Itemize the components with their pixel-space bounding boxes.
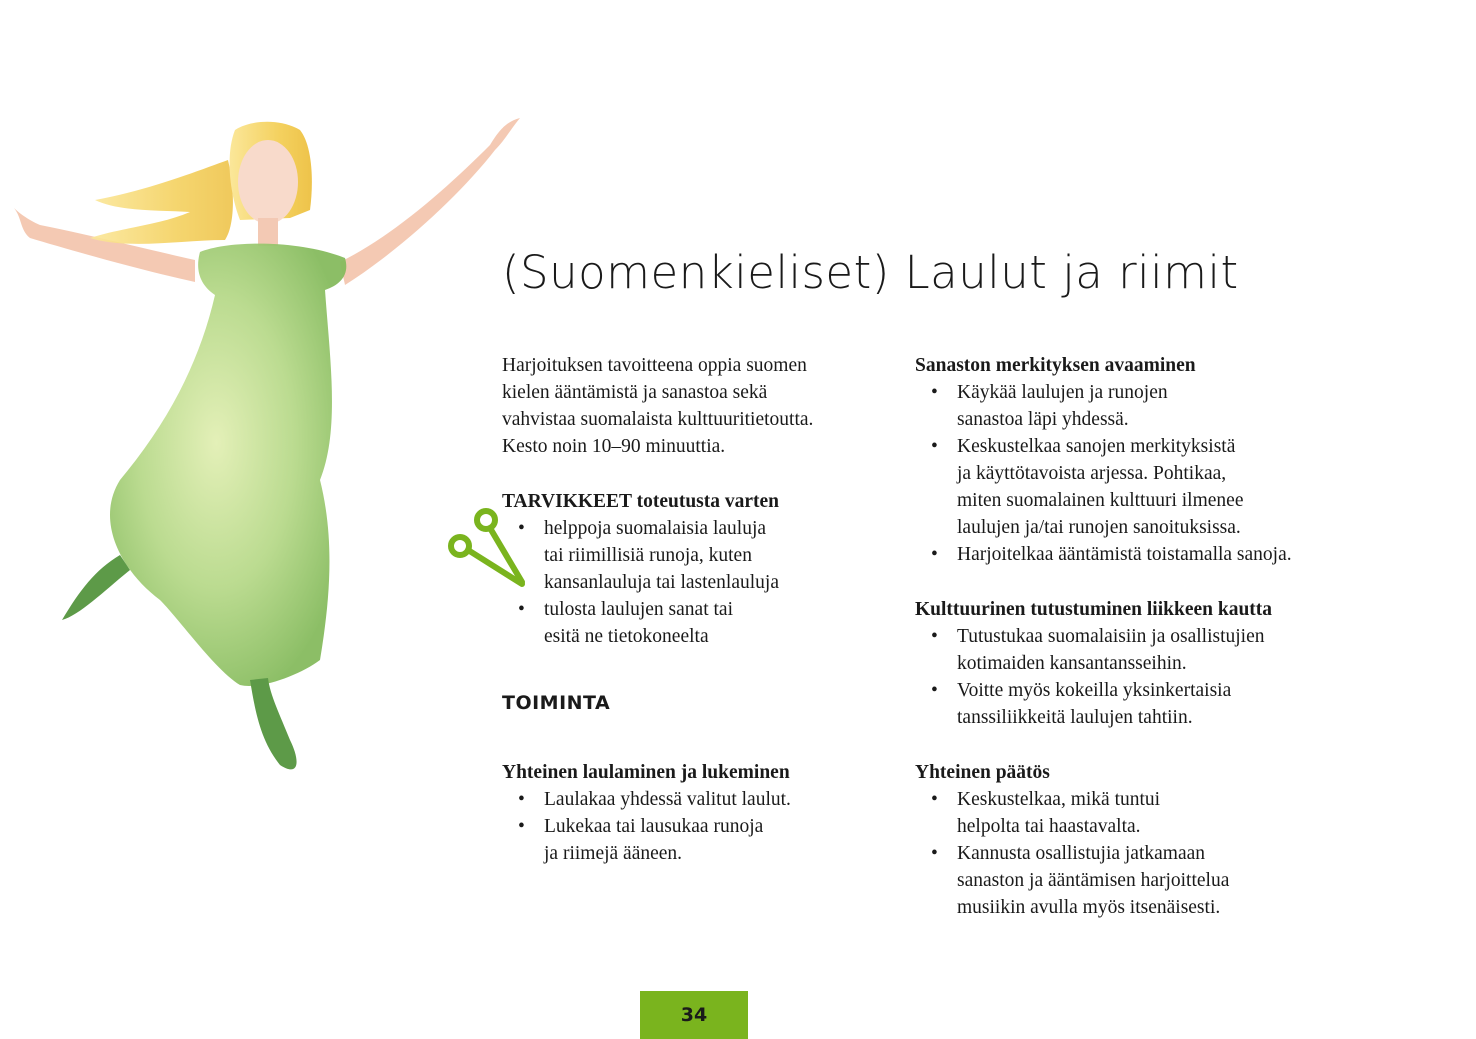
conclusion-heading: Yhteinen päätös <box>915 762 1050 783</box>
movement-list <box>915 623 1272 731</box>
list-item-line: tanssiliikkeitä laulujen tahtiin. <box>957 707 1193 728</box>
list-item-line: sanastoa läpi yhdessä. <box>957 409 1129 430</box>
supplies-heading: TARVIKKEET toteutusta varten <box>502 491 780 512</box>
supplies-section <box>502 488 779 650</box>
list-item-line: miten suomalainen kulttuuri ilmenee <box>957 490 1244 511</box>
intro-line: Kesto noin 10–90 minuuttia. <box>502 436 726 457</box>
movement-heading: Kulttuurinen tutustuminen liikkeen kautta <box>915 599 1273 620</box>
conclusion-section <box>915 759 1229 921</box>
list-item-line: esitä ne tietokoneelta <box>544 626 709 647</box>
page-number-badge <box>640 991 748 1039</box>
activity-label: TOIMINTA <box>502 692 611 714</box>
vocabulary-heading: Sanaston merkityksen avaaminen <box>915 355 1196 376</box>
list-item <box>915 840 1229 921</box>
list-item <box>502 596 779 650</box>
conclusion-list <box>915 786 1229 921</box>
intro-line: vahvistaa suomalaista kulttuuritietoutta. <box>502 409 814 430</box>
list-item <box>915 786 1229 840</box>
list-item <box>915 541 1292 568</box>
list-item-line: tai riimillisiä runoja, kuten <box>544 545 752 566</box>
singing-heading: Yhteinen laulaminen ja lukeminen <box>502 762 790 783</box>
singing-list <box>502 786 791 867</box>
singing-section <box>502 759 791 867</box>
list-item <box>915 623 1272 677</box>
supplies-list <box>502 515 779 650</box>
vocabulary-list <box>915 379 1292 568</box>
page-title: (Suomenkieliset) Laulut ja riimit <box>502 246 1239 299</box>
page-number: 34 <box>680 1004 708 1026</box>
list-item-line: • Laulakaa yhdessä valitut laulut. <box>544 789 791 810</box>
list-item-line: laulujen ja/tai runojen sanoituksissa. <box>957 517 1241 538</box>
list-item <box>915 433 1292 541</box>
list-item-line: • tulosta laulujen sanat tai <box>544 599 733 620</box>
list-item-line: • Keskustelkaa, mikä tuntui <box>957 789 1161 810</box>
list-item-line: • Käykää laulujen ja runojen <box>957 382 1168 403</box>
intro-line: Harjoituksen tavoitteena oppia suomen <box>502 355 807 376</box>
list-item <box>502 515 779 596</box>
list-item <box>915 677 1272 731</box>
list-item-line: sanaston ja ääntämisen harjoittelua <box>957 870 1230 891</box>
list-item-line: • Keskustelkaa sanojen merkityksistä <box>957 436 1236 457</box>
movement-section <box>915 596 1272 731</box>
dancing-woman-illustration <box>0 100 560 800</box>
list-item-line: • helppoja suomalaisia lauluja <box>544 518 767 539</box>
list-item <box>502 786 791 813</box>
list-item <box>915 379 1292 433</box>
intro-paragraph <box>502 352 813 460</box>
list-item-line: kansanlauluja tai lastenlauluja <box>544 572 779 593</box>
list-item-line: ja käyttötavoista arjessa. Pohtikaa, <box>957 463 1227 484</box>
list-item-line: musiikin avulla myös itsenäisesti. <box>957 897 1221 918</box>
vocabulary-section <box>915 352 1292 568</box>
list-item-line: kotimaiden kansantansseihin. <box>957 653 1187 674</box>
list-item-line: • Kannusta osallistujia jatkamaan <box>957 843 1206 864</box>
list-item-line: helpolta tai haastavalta. <box>957 816 1141 837</box>
list-item-line: • Tutustukaa suomalaisiin ja osallistujien <box>957 626 1265 647</box>
list-item-line: ja riimejä ääneen. <box>544 843 683 864</box>
list-item-line: • Voitte myös kokeilla yksinkertaisia <box>957 680 1232 701</box>
list-item-line: • Harjoitelkaa ääntämistä toistamalla sanoja. <box>957 544 1292 565</box>
list-item-line: • Lukekaa tai lausukaa runoja <box>544 816 764 837</box>
intro-line: kielen ääntämistä ja sanastoa sekä <box>502 382 768 403</box>
list-item <box>502 813 791 867</box>
